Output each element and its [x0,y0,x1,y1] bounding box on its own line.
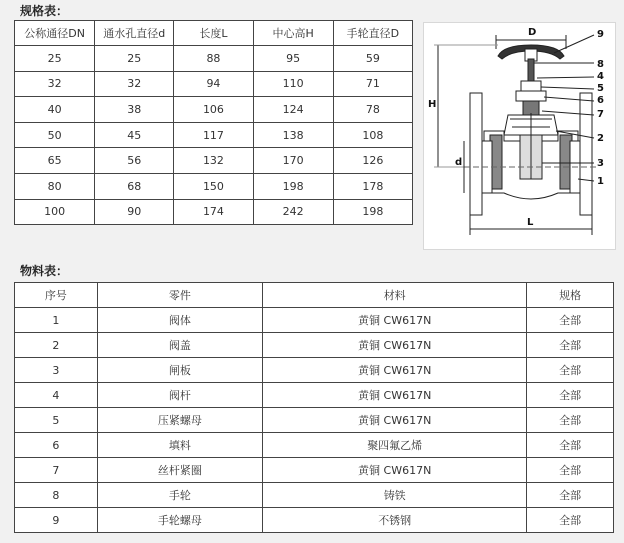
materials-cell: 黄铜 CW617N [263,383,527,408]
materials-cell: 黄铜 CW617N [263,408,527,433]
spec-cell: 90 [95,199,174,225]
spec-table [14,20,413,225]
materials-cell: 6 [15,433,98,458]
spec-cell: 65 [15,148,95,174]
materials-row [15,383,614,408]
materials-row [15,333,614,358]
materials-cell: 阀盖 [97,333,262,358]
dim-label-D: D [528,27,537,38]
materials-cell: 全部 [527,433,614,458]
spec-row [15,46,413,72]
materials-cell: 手轮 [97,483,262,508]
spec-header-cell: 通水孔直径d [95,21,174,46]
spec-cell: 32 [95,71,174,97]
spec-cell: 170 [253,148,333,174]
spec-cell: 110 [253,71,333,97]
materials-cell: 黄铜 CW617N [263,458,527,483]
part-number: 7 [597,109,604,120]
materials-cell: 全部 [527,458,614,483]
part-number: 8 [597,59,604,70]
spec-cell: 59 [333,46,412,72]
materials-cell: 全部 [527,408,614,433]
part-number: 5 [597,83,604,94]
spec-cell: 100 [15,199,95,225]
materials-cell: 聚四氟乙烯 [263,433,527,458]
spec-cell: 106 [174,97,253,123]
spec-cell: 198 [333,199,412,225]
materials-cell: 全部 [527,508,614,533]
materials-cell: 1 [15,308,98,333]
valve-drawing [424,23,615,249]
spec-cell: 71 [333,71,412,97]
materials-cell: 铸铁 [263,483,527,508]
materials-cell: 全部 [527,308,614,333]
spec-cell: 126 [333,148,412,174]
materials-row [15,408,614,433]
spec-row [15,122,413,148]
spec-cell: 132 [174,148,253,174]
spec-cell: 88 [174,46,253,72]
materials-row [15,433,614,458]
materials-cell: 黄铜 CW617N [263,333,527,358]
spec-header-cell: 手轮直径D [333,21,412,46]
materials-cell: 全部 [527,333,614,358]
part-number: 6 [597,95,604,106]
dim-label-H: H [428,99,437,110]
materials-cell: 8 [15,483,98,508]
spec-cell: 38 [95,97,174,123]
materials-row [15,508,614,533]
spec-cell: 108 [333,122,412,148]
spec-cell: 150 [174,173,253,199]
spec-header-row [15,21,413,46]
materials-cell: 5 [15,408,98,433]
spec-row [15,148,413,174]
spec-cell: 124 [253,97,333,123]
materials-header-cell: 材料 [263,283,527,308]
spec-cell: 32 [15,71,95,97]
materials-cell: 手轮螺母 [97,508,262,533]
materials-row [15,483,614,508]
materials-cell: 黄铜 CW617N [263,358,527,383]
part-number: 3 [597,158,604,169]
materials-header-cell: 序号 [15,283,98,308]
materials-cell: 全部 [527,358,614,383]
materials-title: 物料表： [20,264,69,278]
spec-cell: 40 [15,97,95,123]
materials-cell: 4 [15,383,98,408]
dim-label-d: d [455,157,463,168]
materials-header-cell: 零件 [97,283,262,308]
materials-cell: 压紧螺母 [97,408,262,433]
spec-cell: 25 [95,46,174,72]
spec-row [15,199,413,225]
spec-cell: 45 [95,122,174,148]
spec-cell: 138 [253,122,333,148]
materials-header-cell: 规格 [527,283,614,308]
spec-row [15,173,413,199]
materials-row [15,308,614,333]
spec-cell: 50 [15,122,95,148]
spec-header-cell: 公称通径DN [15,21,95,46]
spec-cell: 56 [95,148,174,174]
materials-cell: 填料 [97,433,262,458]
materials-row [15,458,614,483]
spec-cell: 178 [333,173,412,199]
materials-row [15,358,614,383]
materials-cell: 闸板 [97,358,262,383]
valve-diagram [423,22,616,250]
spec-cell: 78 [333,97,412,123]
spec-cell: 25 [15,46,95,72]
materials-cell: 阀体 [97,308,262,333]
materials-cell: 不锈钢 [263,508,527,533]
dim-label-L: L [527,217,534,228]
materials-cell: 黄铜 CW617N [263,308,527,333]
materials-table [14,282,614,533]
spec-header-cell: 长度L [174,21,253,46]
spec-cell: 174 [174,199,253,225]
part-number: 1 [597,176,604,187]
spec-row [15,97,413,123]
spec-cell: 95 [253,46,333,72]
part-number: 2 [597,133,604,144]
spec-cell: 242 [253,199,333,225]
materials-cell: 阀杆 [97,383,262,408]
materials-cell: 9 [15,508,98,533]
materials-cell: 全部 [527,483,614,508]
spec-cell: 117 [174,122,253,148]
part-number: 4 [597,71,604,82]
materials-header-row [15,283,614,308]
spec-row [15,71,413,97]
spec-cell: 80 [15,173,95,199]
part-number: 9 [597,29,604,40]
spec-cell: 94 [174,71,253,97]
materials-cell: 全部 [527,383,614,408]
materials-cell: 2 [15,333,98,358]
spec-title: 规格表： [20,4,69,18]
materials-cell: 丝杆紧圈 [97,458,262,483]
spec-cell: 198 [253,173,333,199]
spec-header-cell: 中心高H [253,21,333,46]
spec-cell: 68 [95,173,174,199]
materials-cell: 7 [15,458,98,483]
materials-cell: 3 [15,358,98,383]
